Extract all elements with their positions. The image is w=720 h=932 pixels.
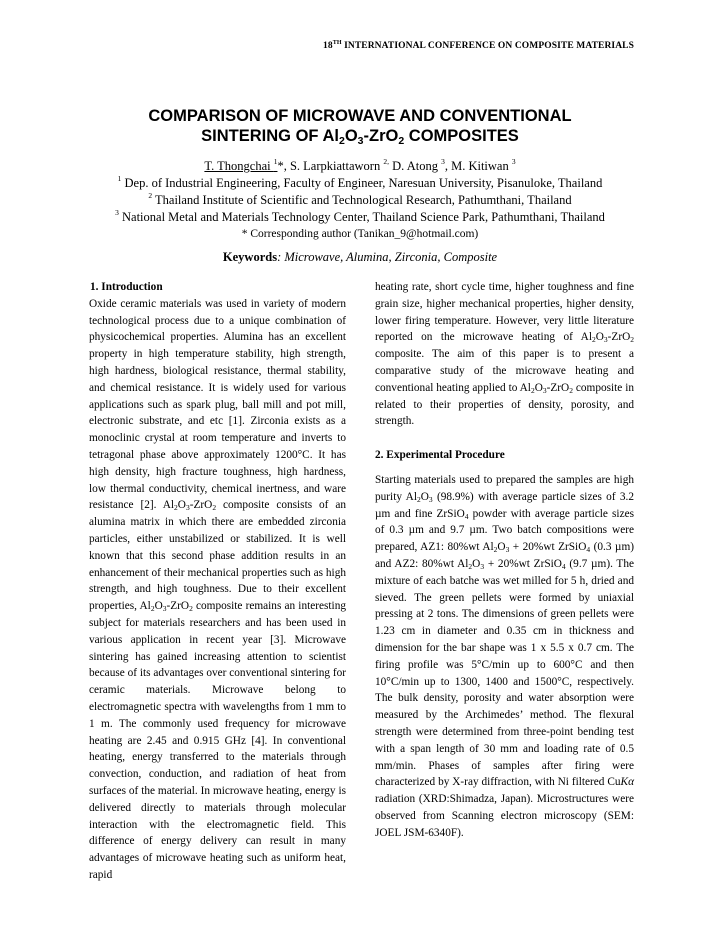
author-primary: T. Thongchai $^1$ [204, 157, 278, 173]
paper-title [0, 106, 720, 146]
introduction-paragraph: Oxide ceramic materials was used in variety of modern technological process due to a unique combination of physicochemical properties. Alumina has an excellent property in high temperature stability, high strength, high hardness, biological resistance, thermal stability, and chemical resistance. It is widely used for various applications such as spark plug, ball mill and pot mill, electronic substrate, and etc [1]. Zirconia exists as a monoclinic crystal at room temperature and inverts to tetragonal phase above approximately 1200°C. It has high density, high fracture toughness, high hardness, low thermal conductivity, chemical inertness, and ware resistance [2]. $Al_2O_3-ZrO_2$ composite consists of an alumina matrix in which there are embedded zirconia particles, either unstabilized or stabilized. It is well known that this second phase addition results in an enhancement of their mechanical properties such as high strength, and high toughness. Due to their excellent properties, $Al_2O_3-ZrO_2$ composite remains an interesting subject for materials researchers and has been used in various application in recent year [3]. Microwave sintering has gained increasing attention to scientist because of its advantages over conventional sintering for ceramic materials. Microwave belong to electromagnetic spectra with wavelengths from 1 mm to 1 m. The commonly used frequency for microwave heating are 2.45 and 0.915 GHz [4]. In conventional heating, energy transferred to the materials through convection, conduction, and radiation of heat from surfaces of the material. In microwave heating, energy is delivered directly to materials through molecular interaction with the electromagnetic field. This difference of energy delivery can result in many advantages of microwave heating such as uniform heat, rapid [89, 297, 346, 881]
affiliation-2: $^2$ Thailand Institute of Scientific and Technological Research, Pathumthani, Thailand [148, 191, 572, 207]
conference-number: 18 [323, 41, 333, 52]
author-block [0, 158, 720, 243]
conference-header [0, 40, 720, 51]
author-list: T. Thongchai $^1$*, S. Larpkiattaworn $^{2,}$ D. Atong $^3$, M. Kitiwan $^3$ [204, 157, 516, 173]
keywords-values: : Microwave, Alumina, Zirconia, Composite [277, 250, 498, 264]
title-line-2: SINTERING OF $Al_2O_3-ZrO_2$ COMPOSITES [201, 127, 519, 147]
affiliation-1: $^1$ Dep. of Industrial Engineering, Faculty of Engineer, Naresuan University, Pisanuloke, Thailand [117, 174, 603, 190]
section-heading-introduction: 1. Introduction [90, 281, 163, 293]
conference-name: INTERNATIONAL CONFERENCE ON COMPOSITE MATERIALS [341, 41, 634, 52]
introduction-paragraph-continued: heating rate, short cycle time, higher toughness and fine grain size, higher mechanical properties, higher density, lower firing temperature. However, very little literature reported on the microwave heating of $Al_2O_3-ZrO_2$ composite. The aim of this paper is to present a comparative study of the microwave heating and conventional heating applied to $Al_2O_3-ZrO_2$ composite in related to their properties of density, porosity, and strength. [375, 281, 635, 428]
conference-number-suffix: TH [332, 40, 342, 46]
section-heading-experimental: 2. Experimental Procedure [375, 449, 505, 462]
affiliation-3: $^3$ National Metal and Materials Technology Center, Thailand Science Park, Pathumthani, Thailand [115, 208, 605, 224]
left-column [89, 279, 346, 884]
experimental-paragraph: Starting materials used to prepared the samples are high purity $Al_2O_3$ (98.9%) with average particle sizes of 3.2 µm and fine ZrSiO$_4$ powder with average particle sizes of 0.3 µm and 9.7 µm. Two batch compositions were prepared, AZ1: 80%wt $Al_2O_3 + 20\%wt$ ZrSiO$_4$ (0.3 µm) and AZ2: 80%wt $Al_2O_3 + 20\%wt$ ZrSiO$_4$ (9.7 µm). The mixture of each batche was wet milled for 5 h, dried and sieved. The green pellets were formed by uniaxial pressing at 2 tons. The dimensions of green pellets were 1.23 cm in diameter and 0.35 cm in thickness and dimension for the bar shape was 1 x 5.5 x 0.7 cm. The firing profile was 5°C/min up to 600°C and then 10°C/min up to 1300, 1400 and 1500°C, respectively. The bulk density, porosity and water absorption were measured by the Archimedes’ method. The flexural strength were determined from three-point bending test with a span length of 30 mm and loading rate of 0.5 mm/min. Phases of samples after firing were characterized by X-ray diffraction, with Ni filtered CuKα radiation (XRD:Shimadza, Japan). Microstructures were observed from Scanning electron microscopy (SEM: JOEL JSM-6340F). [375, 473, 634, 839]
title-line-1: COMPARISON OF MICROWAVE AND CONVENTIONAL [148, 107, 572, 125]
keywords [0, 250, 720, 265]
right-column [375, 279, 634, 842]
corresponding-author: * Corresponding author (Tanikan_9@hotmail.com) [241, 228, 479, 240]
keywords-label: Keywords [222, 250, 278, 264]
